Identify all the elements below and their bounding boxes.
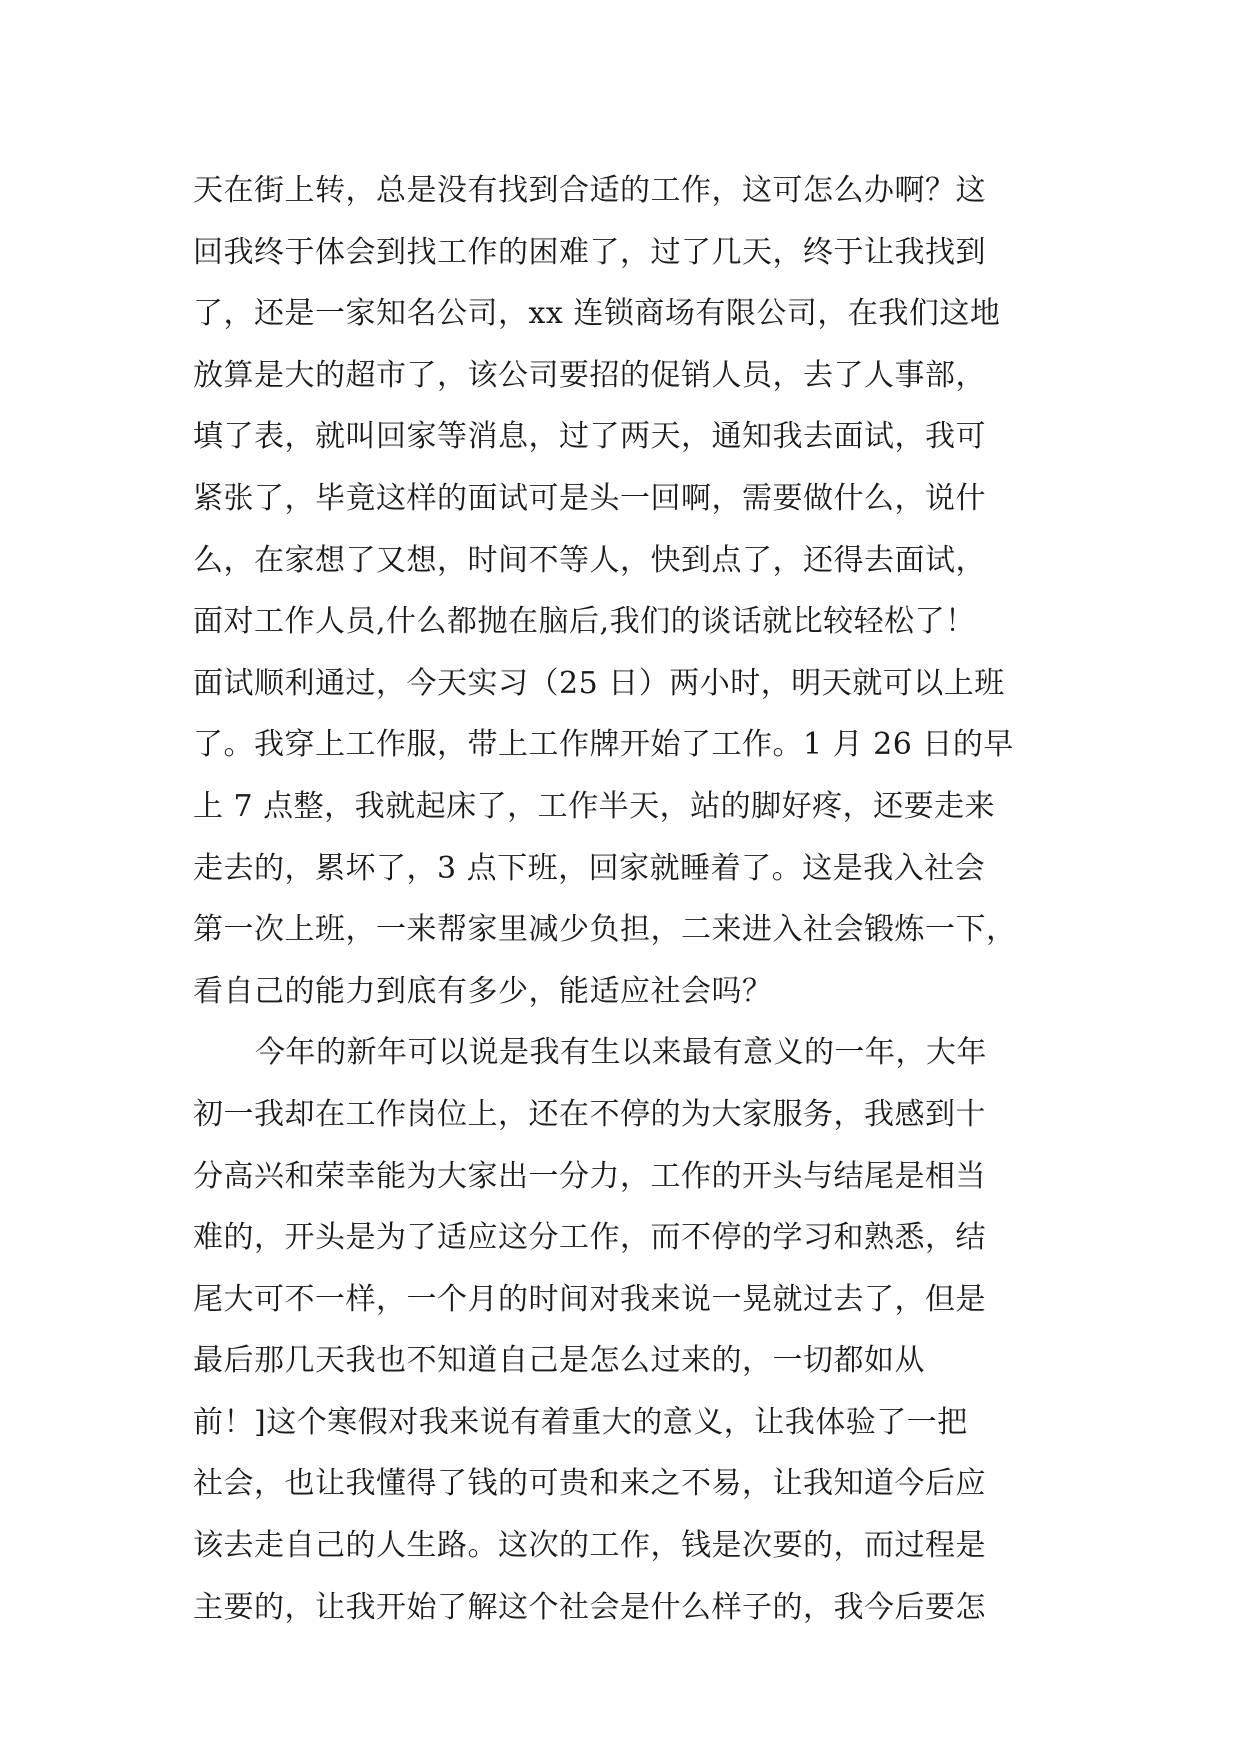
text-line: 填了表，就叫回家等消息，过了两天，通知我去面试，我可 bbox=[193, 419, 986, 455]
text-line: 面对工作人员,什么都抛在脑后,我们的谈话就比较轻松了！ bbox=[193, 604, 976, 640]
text-line: 面试顺利通过，今天实习（25 日）两小时，明天就可以上班 bbox=[193, 665, 1005, 701]
text-line: 难的，开头是为了适应这分工作，而不停的学习和熟悉，结 bbox=[193, 1220, 986, 1256]
text-line: 初一我却在工作岗位上，还在不停的为大家服务，我感到十 bbox=[193, 1096, 986, 1132]
text-line: 尾大可不一样，一个月的时间对我来说一晃就过去了，但是 bbox=[193, 1281, 986, 1317]
text-line: 放算是大的超市了，该公司要招的促销人员，去了人事部， bbox=[193, 357, 986, 393]
document-body bbox=[193, 160, 1053, 1638]
text-line: 天在街上转，总是没有找到合适的工作，这可怎么办啊？这 bbox=[193, 173, 986, 208]
text-line: 回我终于体会到找工作的困难了，过了几天，终于让我找到 bbox=[193, 234, 986, 270]
text-line: 紧张了，毕竟这样的面试可是头一回啊，需要做什么，说什 bbox=[193, 480, 986, 516]
text-line: 上 7 点整，我就起床了，工作半天，站的脚好疼，还要走来 bbox=[193, 788, 996, 824]
text-line: 了，还是一家知名公司，xx 连锁商场有限公司，在我们这地 bbox=[193, 296, 1001, 332]
text-line: 么，在家想了又想，时间不等人，快到点了，还得去面试， bbox=[193, 542, 986, 578]
text-line: 社会，也让我懂得了钱的可贵和来之不易，让我知道今后应 bbox=[193, 1466, 986, 1502]
paragraph-first-line: 今年的新年可以说是我有生以来最有意义的一年，大年 bbox=[255, 1035, 987, 1071]
text-line: 该去走自己的人生路。这次的工作，钱是次要的，而过程是 bbox=[193, 1528, 986, 1564]
text-line: 看自己的能力到底有多少，能适应社会吗？ bbox=[193, 973, 773, 1009]
text-line: 前！]这个寒假对我来说有着重大的意义，让我体验了一把 bbox=[193, 1404, 968, 1440]
text-line: 了。我穿上工作服，带上工作牌开始了工作。1 月 26 日的早 bbox=[193, 727, 1014, 763]
text-line: 走去的，累坏了，3 点下班，回家就睡着了。这是我入社会 bbox=[193, 850, 986, 886]
text-line: 最后那几天我也不知道自己是怎么过来的，一切都如从 bbox=[193, 1343, 925, 1379]
text-line: 第一次上班，一来帮家里减少负担，二来进入社会锻炼一下， bbox=[193, 912, 1017, 948]
text-line: 主要的，让我开始了解这个社会是什么样子的，我今后要怎 bbox=[193, 1589, 986, 1625]
text-line: 分高兴和荣幸能为大家出一分力，工作的开头与结尾是相当 bbox=[193, 1158, 986, 1194]
